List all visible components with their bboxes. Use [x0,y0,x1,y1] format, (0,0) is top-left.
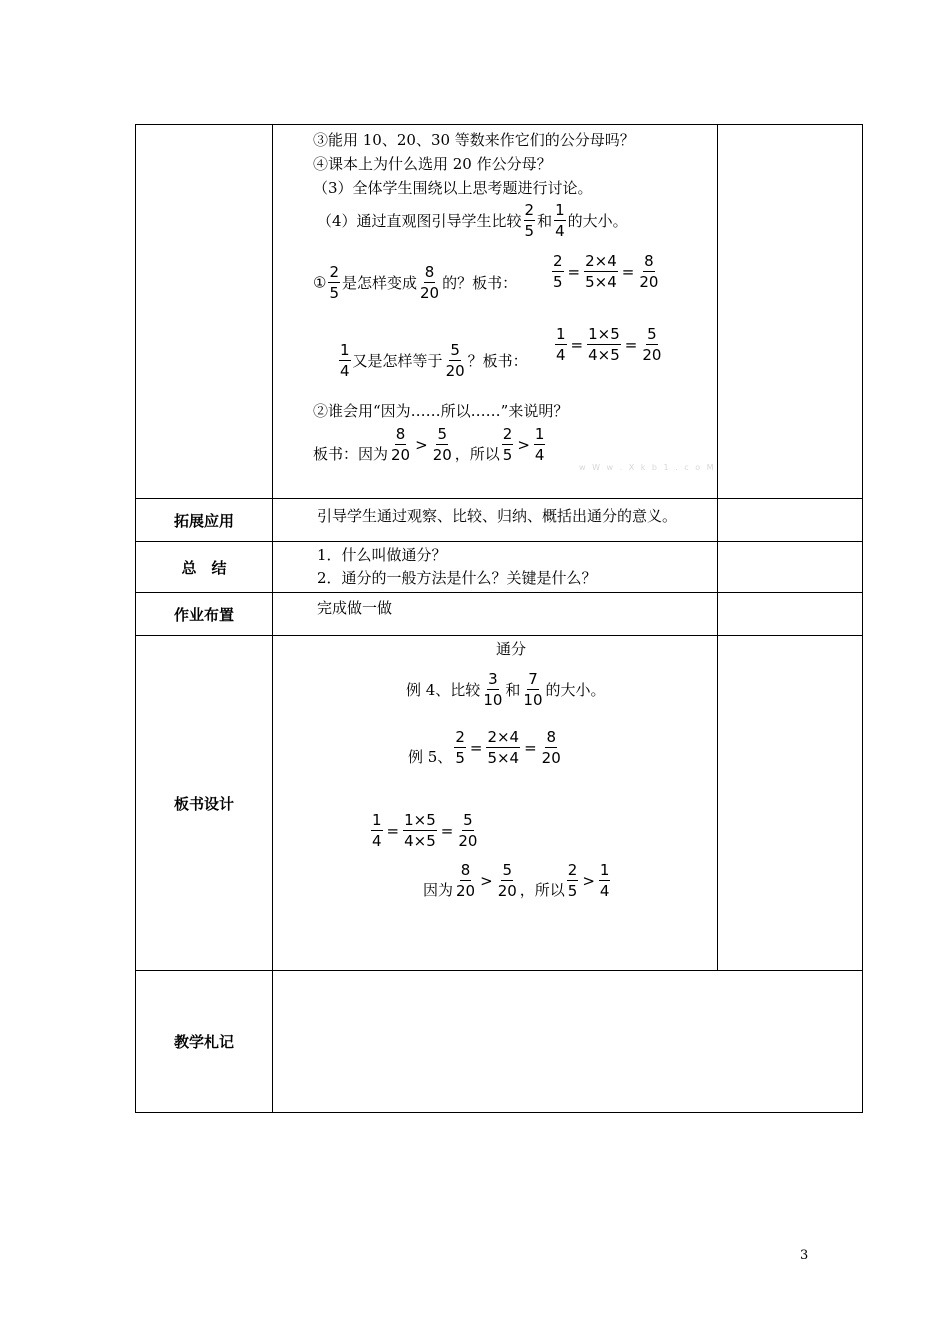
greater-than-sign: > [415,435,428,454]
ex4-end: 的大小。 [545,681,606,699]
greater-than-sign: > [582,871,595,890]
fraction: $\frac{1\times 5}{4\times 5}$ [588,325,620,364]
fraction: $\frac{1}{4}$ [599,861,610,900]
homework-label: 作业布置 [136,593,273,636]
compare-line [317,201,628,240]
process-content-cell [273,125,718,499]
compare-and: 和 [537,212,553,230]
equals-sign: = [567,262,581,281]
compare-intro: （4）通过直观图引导学生比较 [317,212,522,230]
fraction: $\frac{2}{5}$ [553,252,563,291]
board-equation-2 [553,325,664,364]
fraction: $\frac{2}{5}$ [502,425,513,464]
process-line-3: ③能用 10、20、30 等数来作它们的公分母吗？ [313,131,635,149]
fraction: $\frac{1}{4}$ [555,201,565,240]
equals-sign: = [621,262,635,281]
extension-content-cell [273,499,718,542]
summary-row [136,542,863,593]
board-so-text: ，所以 [519,881,565,899]
fraction: $\frac{1}{4}$ [556,325,566,364]
board-conclusion [423,861,612,900]
board-notes-cell [718,636,863,971]
equals-sign: = [440,821,454,840]
fraction: $\frac{1\times 5}{4\times 5}$ [404,811,436,850]
q2-mid: 又是怎样等于 [352,352,443,370]
board-because: 板书：因为 [313,445,389,463]
example-4-line [406,670,606,709]
ex4-and: 和 [505,681,521,699]
summary-line-2: 2．通分的一般方法是什么？关键是什么？ [317,569,597,587]
fraction: $\frac{1}{4}$ [372,811,382,850]
fraction: $\frac{8}{20}$ [541,728,561,767]
fraction: $\frac{2}{5}$ [329,263,339,302]
ex4-prefix: 例 4、比较 [406,681,481,699]
question-3-line: ②谁会用“因为……所以……”来说明？ [313,402,569,420]
board-equation-quarter [369,811,480,850]
fraction: $\frac{3}{10}$ [483,670,503,709]
board-row [136,636,863,971]
fraction: $\frac{2}{5}$ [455,728,465,767]
homework-text: 完成做一做 [317,599,393,617]
board-label: 板书设计 [136,636,273,971]
process-row [136,125,863,499]
extension-row [136,499,863,542]
fraction: $\frac{2\times 4}{5\times 4}$ [585,252,617,291]
question-1-line [313,263,517,302]
extension-label: 拓展应用 [136,499,273,542]
homework-content-cell [273,593,718,636]
q1-mid: 是怎样变成 [342,274,418,292]
process-line-discuss: （3）全体学生围绕以上思考题进行讨论。 [313,179,593,197]
q2-end: ？板书： [467,352,528,370]
summary-line-1: 1．什么叫做通分？ [317,546,447,564]
fraction: $\frac{5}{20}$ [458,811,478,850]
process-line-4: ④课本上为什么选用 20 作公分母？ [313,155,552,173]
equals-sign: = [570,335,584,354]
fraction: $\frac{5}{20}$ [642,325,662,364]
q1-prefix: ① [313,273,327,292]
board-conclusion-line [313,425,547,464]
fraction: $\frac{7}{10}$ [523,670,543,709]
homework-notes-cell [718,593,863,636]
page-number: 3 [800,1248,809,1263]
process-notes-cell [718,125,863,499]
process-label-cell [136,125,273,499]
equals-sign: = [386,821,400,840]
fraction: $\frac{1}{4}$ [534,425,545,464]
equals-sign: = [524,738,537,757]
question-2-line [337,341,528,380]
fraction: $\frac{8}{20}$ [391,425,411,464]
fraction: $\frac{1}{4}$ [340,341,350,380]
homework-row [136,593,863,636]
summary-notes-cell [718,542,863,593]
fraction: $\frac{2}{5}$ [524,201,535,240]
board-content-cell [273,636,718,971]
board-equation-1 [550,252,661,291]
fraction: $\frac{5}{20}$ [497,861,517,900]
example-5-line [408,728,564,767]
extension-text: 引导学生通过观察、比较、归纳、概括出通分的意义。 [317,507,678,525]
board-so: ，所以 [454,445,500,463]
fraction: $\frac{8}{20}$ [456,861,476,900]
ex5-prefix: 例 5、 [408,748,453,766]
greater-than-sign: > [480,871,493,890]
fraction: $\frac{2}{5}$ [567,861,578,900]
notes-label: 教学札记 [136,971,273,1113]
lesson-plan-table [135,124,863,1113]
greater-than-sign: > [517,435,530,454]
watermark: w W w . X k b 1 . c o M [579,463,716,472]
fraction: $\frac{5}{20}$ [432,425,452,464]
fraction: $\frac{2\times 4}{5\times 4}$ [487,728,520,767]
board-because-text: 因为 [423,881,454,899]
fraction: $\frac{5}{20}$ [445,341,465,380]
compare-end: 的大小。 [567,212,628,230]
notes-content-cell [273,971,863,1113]
extension-notes-cell [718,499,863,542]
fraction: $\frac{8}{20}$ [420,263,440,302]
board-title: 通分 [496,640,527,658]
equals-sign: = [469,738,483,757]
summary-content-cell [273,542,718,593]
equals-sign: = [624,335,638,354]
q1-end: 的？板书： [442,274,518,292]
fraction: $\frac{8}{20}$ [639,252,659,291]
summary-label: 总 结 [136,542,273,593]
notes-row [136,971,863,1113]
